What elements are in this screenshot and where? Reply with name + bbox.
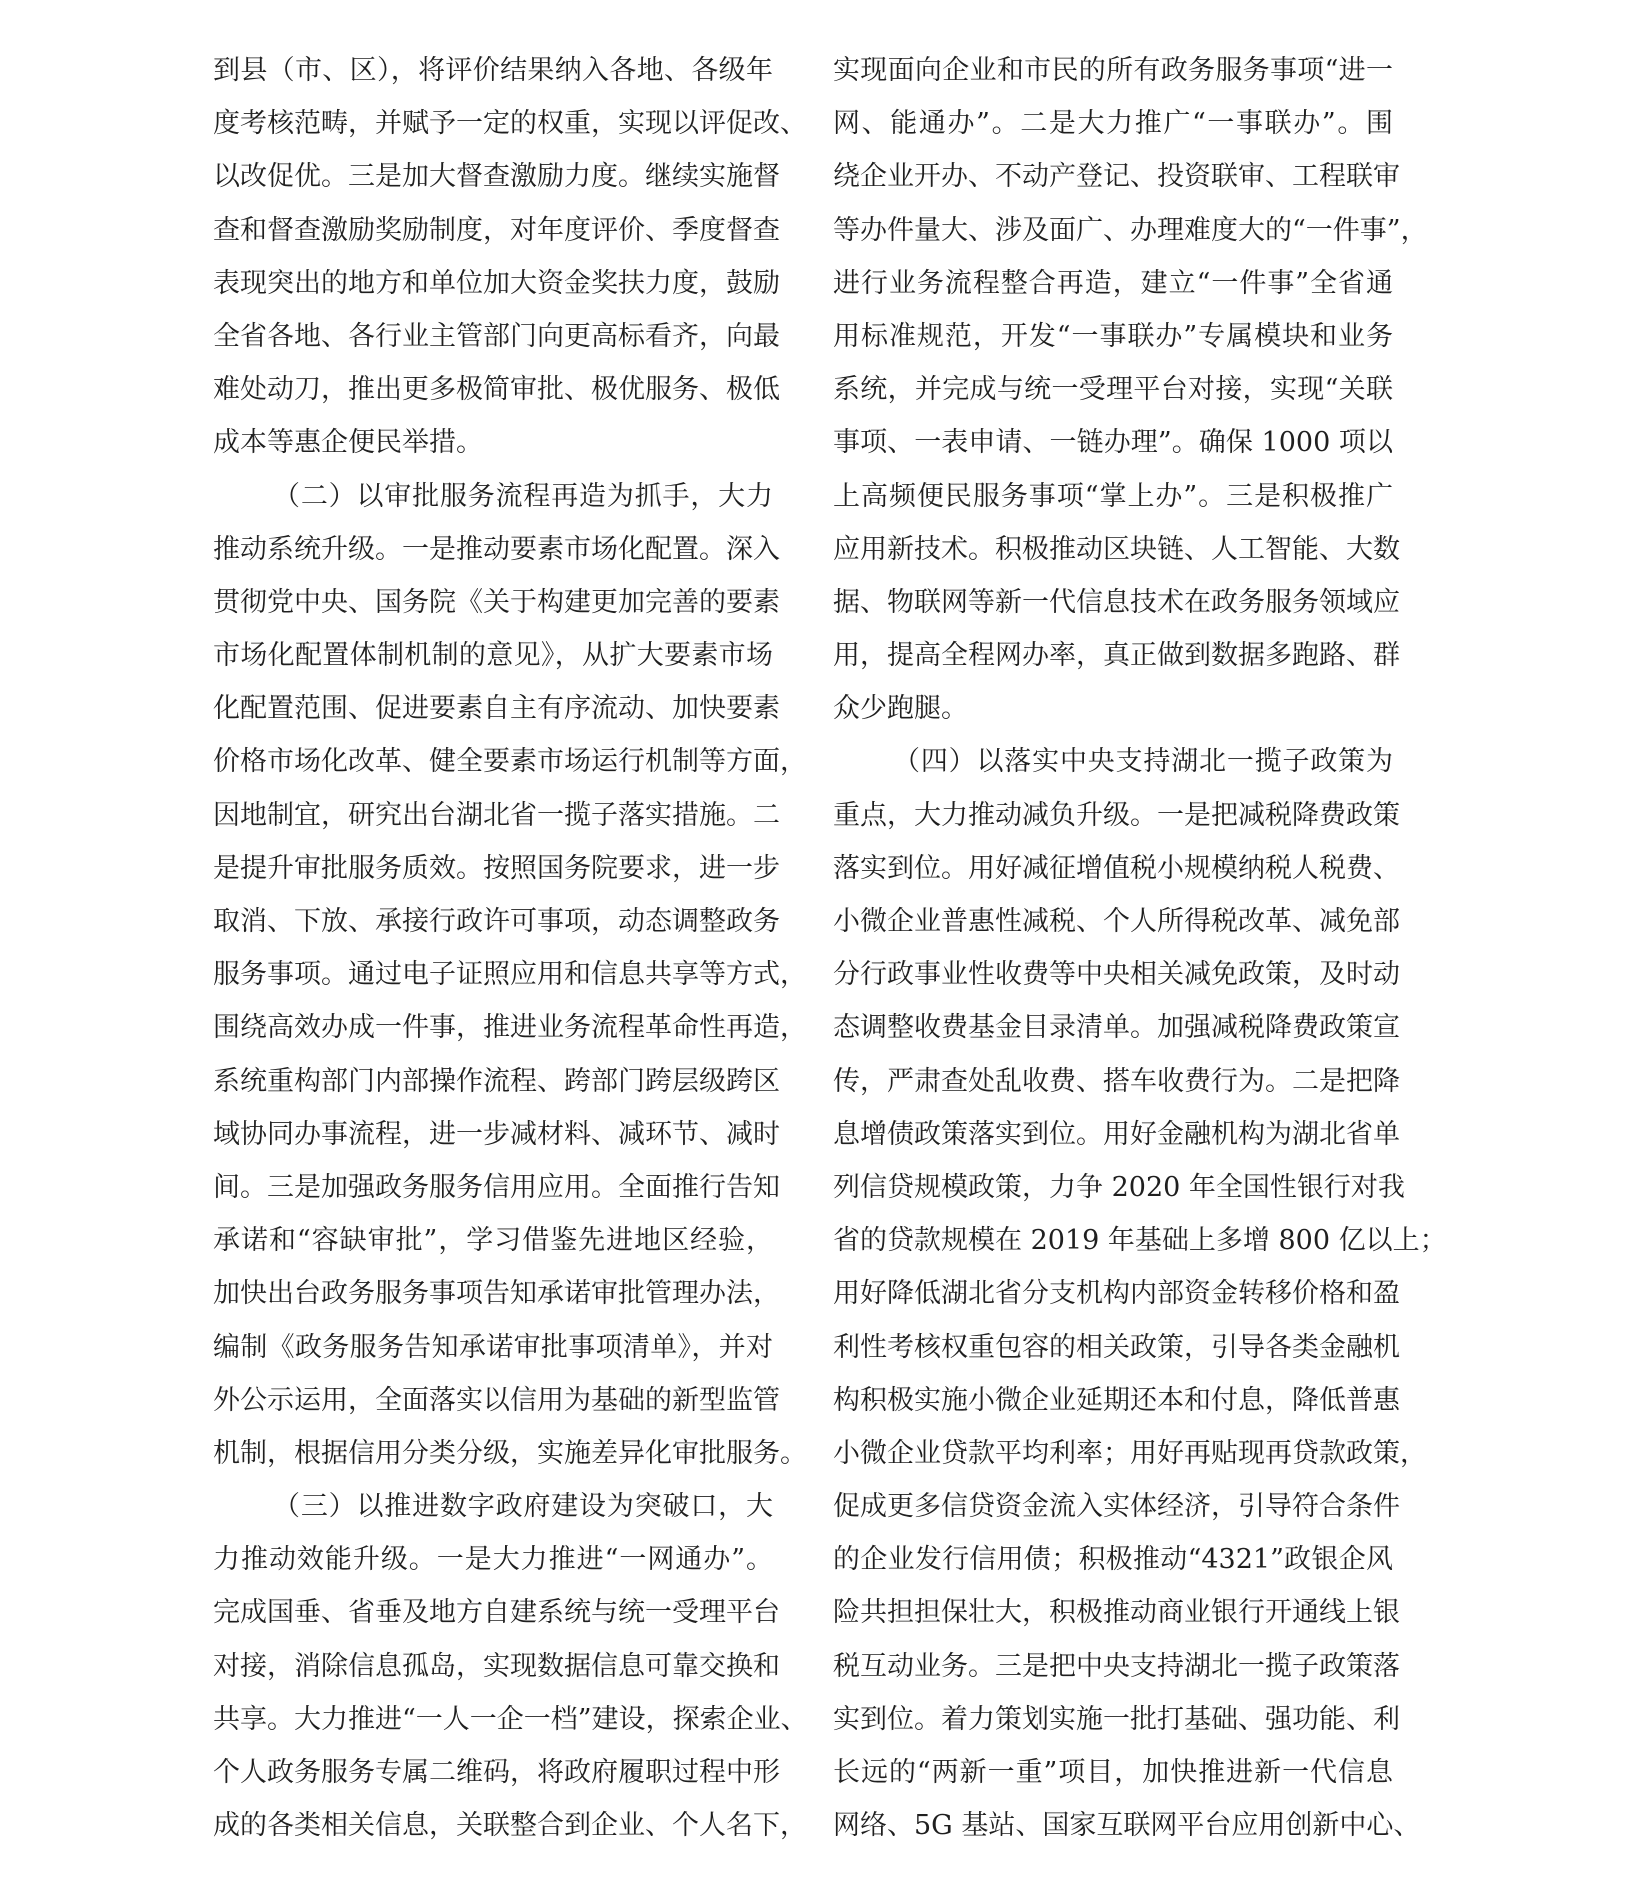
text-line: 难处动刀，推出更多极简审批、极优服务、极低 [213,374,780,406]
text-line: 力推动效能升级。一是大力推进“一网通办”。 [213,1544,773,1576]
text-line: 全省各地、各行业主管部门向更高标看齐，向最 [213,320,780,352]
text-line: 化配置范围、促进要素自主有序流动、加快要素 [213,693,780,725]
text-line: 域协同办事流程，进一步减材料、减环节、减时 [213,1118,780,1150]
text-line: 小微企业普惠性减税、个人所得税改革、减免部 [833,906,1400,937]
right-column [833,44,1447,1852]
text-line: 对接，消除信息孤岛，实现数据信息可靠交换和 [213,1650,780,1682]
text-line: 应用新技术。积极推动区块链、人工智能、大数 [833,533,1400,565]
text-line: 网、能通办”。二是大力推广“一事联办”。围 [833,108,1393,140]
text-line: 列信贷规模政策，力争 2020 年全国性银行对我 [833,1171,1405,1203]
text-line: 传，严肃查处乱收费、搭车收费行为。二是把降 [833,1065,1400,1097]
text-line: 事项、一表申请、一链办理”。确保 1000 项以 [833,427,1393,459]
text-line: 系统，并完成与统一受理平台对接，实现“关联 [833,374,1393,406]
text-line: 小微企业贷款平均利率；用好再贴现再贷款政策， [833,1437,1427,1469]
text-line: 编制《政务服务告知承诺审批事项清单》，并对 [213,1331,773,1363]
text-line: 众少跑腿。 [833,693,968,725]
text-line: 市场化配置体制机制的意见》，从扩大要素市场 [213,640,773,672]
text-line: 据、物联网等新一代信息技术在政务服务领域应 [833,586,1400,618]
text-line: 取消、下放、承接行政许可事项，动态调整政务 [213,906,780,937]
text-line: 险共担担保壮大，积极推动商业银行开通线上银 [833,1597,1400,1629]
text-line: 绕企业开办、不动产登记、投资联审、工程联审 [833,161,1400,193]
text-line: 因地制宜，研究出台湖北省一揽子落实措施。二 [213,799,780,831]
text-line: 息增债政策落实到位。用好金融机构为湖北省单 [833,1118,1400,1150]
text-line: 贯彻党中央、国务院《关于构建更加完善的要素 [213,586,780,618]
text-line: 完成国垂、省垂及地方自建系统与统一受理平台 [213,1597,780,1629]
text-line: 落实到位。用好减征增值税小规模纳税人税费、 [833,852,1400,884]
text-line: 以改促优。三是加大督查激励力度。继续实施督 [213,161,780,193]
text-line: 个人政务服务专属二维码，将政府履职过程中形 [213,1757,780,1788]
text-line: 机制，根据信用分类分级，实施差异化审批服务。 [213,1437,807,1469]
text-line: 重点，大力推动减负升级。一是把减税降费政策 [833,799,1400,831]
text-line: 围绕高效办成一件事，推进业务流程革命性再造， [213,1012,807,1044]
left-column [213,44,808,1852]
text-line: 的企业发行信用债；积极推动“4321”政银企风 [833,1544,1393,1576]
text-line: 成本等惠企便民举措。 [213,427,483,459]
text-line: 共享。大力推进“一人一企一档”建设，探索企业、 [213,1703,808,1735]
text-line: 上高频便民服务事项“掌上办”。三是积极推广 [833,480,1393,512]
text-line: 利性考核权重包容的相关政策，引导各类金融机 [833,1331,1400,1363]
text-line: 用标准规范，开发“一事联办”专属模块和业务 [833,320,1393,352]
text-line: （三）以推进数字政府建设为突破口，大 [273,1491,773,1523]
text-line: 是提升审批服务质效。按照国务院要求，进一步 [213,852,780,884]
text-line: 进行业务流程整合再造，建立“一件事”全省通 [833,267,1393,299]
text-line: 推动系统升级。一是推动要素市场化配置。深入 [213,533,780,565]
text-line: 分行政事业性收费等中央相关减免政策，及时动 [833,959,1400,991]
text-line: （二）以审批服务流程再造为抓手，大力 [273,480,773,512]
text-line: 用，提高全程网办率，真正做到数据多跑路、群 [833,640,1400,672]
text-line: 到县（市、区），将评价结果纳入各地、各级年 [213,55,773,86]
text-line: 网络、5G 基站、国家互联网平台应用创新中心、 [833,1810,1421,1842]
text-line: 态调整收费基金目录清单。加强减税降费政策宣 [833,1012,1400,1044]
text-line: 外公示运用，全面落实以信用为基础的新型监管 [213,1384,780,1416]
text-line: （四）以落实中央支持湖北一揽子政策为 [893,746,1393,778]
text-line: 加快出台政务服务事项告知承诺审批管理办法， [213,1278,780,1310]
text-line: 间。三是加强政务服务信用应用。全面推行告知 [213,1171,780,1203]
text-line: 承诺和“容缺审批”，学习借鉴先进地区经验， [213,1225,773,1257]
text-line: 促成更多信贷资金流入实体经济，引导符合条件 [833,1491,1400,1523]
text-line: 价格市场化改革、健全要素市场运行机制等方面， [213,746,807,778]
text-line: 实现面向企业和市民的所有政务服务事项“进一 [833,55,1393,86]
text-line: 度考核范畴，并赋予一定的权重，实现以评促改、 [213,108,807,140]
text-line: 省的贷款规模在 2019 年基础上多增 800 亿以上； [833,1225,1447,1257]
text-line: 税互动业务。三是把中央支持湖北一揽子政策落 [833,1650,1400,1682]
text-line: 用好降低湖北省分支机构内部资金转移价格和盈 [833,1278,1400,1310]
text-line: 等办件量大、涉及面广、办理难度大的“一件事”， [833,214,1428,246]
text-line: 服务事项。通过电子证照应用和信息共享等方式， [213,959,807,991]
text-line: 表现突出的地方和单位加大资金奖扶力度，鼓励 [213,267,780,299]
text-line: 长远的“两新一重”项目，加快推进新一代信息 [833,1757,1393,1788]
text-line: 实到位。着力策划实施一批打基础、强功能、利 [833,1703,1400,1735]
text-line: 系统重构部门内部操作流程、跨部门跨层级跨区 [213,1065,780,1097]
text-line: 成的各类相关信息，关联整合到企业、个人名下， [213,1810,807,1842]
text-line: 查和督查激励奖励制度，对年度评价、季度督查 [213,214,780,246]
text-line: 构积极实施小微企业延期还本和付息，降低普惠 [833,1384,1400,1416]
